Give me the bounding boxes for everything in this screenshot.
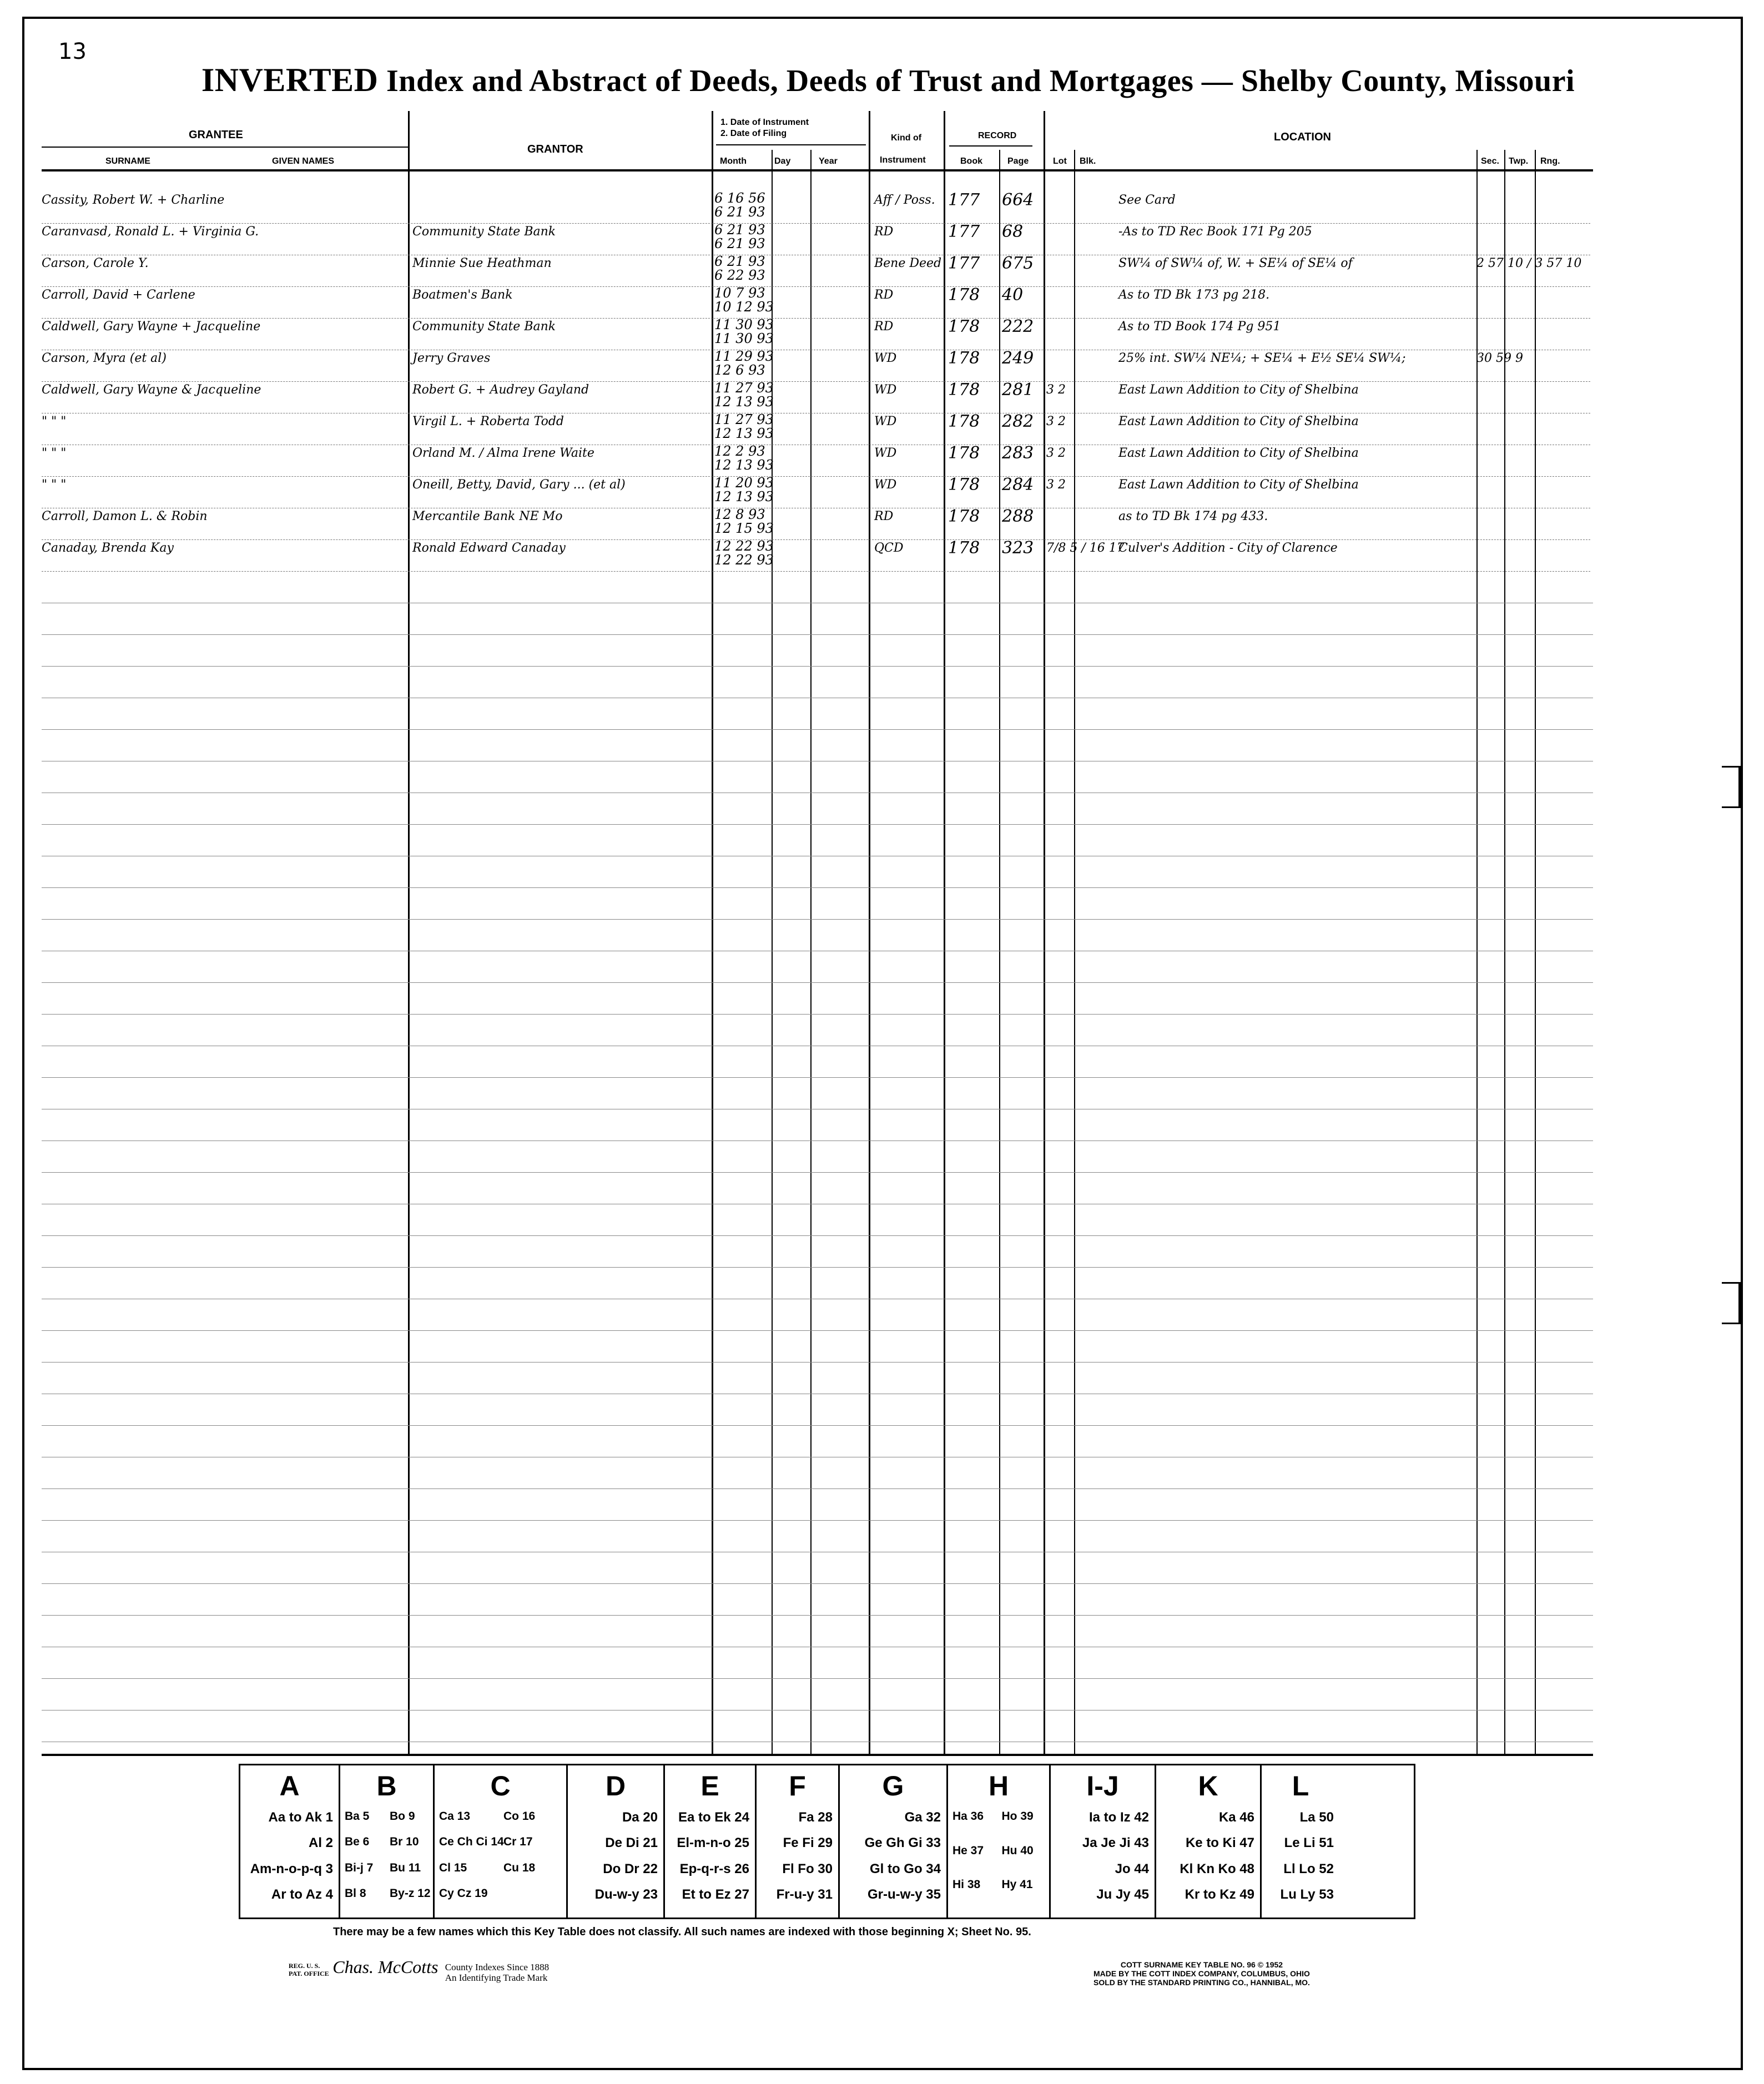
- grantee-name: Carroll, David + Carlene: [42, 288, 195, 302]
- location-description: SW¼ of SW¼ of, W. + SE¼ of SE¼ of: [1118, 256, 1353, 270]
- record-page: 68: [1002, 222, 1024, 241]
- date-of-filing: 12 13 93: [714, 457, 774, 473]
- key-entry: Ep-q-r-s 26: [679, 1861, 749, 1876]
- kind-of-instrument: WD: [874, 383, 897, 397]
- record-page: 249: [1002, 349, 1034, 368]
- date-of-filing: 12 22 93: [714, 552, 774, 568]
- date-of-instrument: 10 7 93: [714, 285, 765, 301]
- header-kind-line1: Kind of: [891, 133, 922, 143]
- ruled-line: [42, 919, 1593, 920]
- key-letter: B: [376, 1770, 397, 1802]
- index-tab-mark: [1722, 766, 1742, 808]
- key-column: [665, 1765, 757, 1918]
- lot-block: 3 2: [1046, 446, 1066, 460]
- grantee-name: " " ": [42, 415, 67, 428]
- key-entry: Ju Jy 45: [1096, 1886, 1149, 1902]
- location-description: East Lawn Addition to City of Shelbina: [1118, 415, 1359, 428]
- grantor-name: Community State Bank: [412, 320, 556, 334]
- grantee-name: Caldwell, Gary Wayne + Jacqueline: [42, 320, 261, 334]
- ruled-line: [42, 1330, 1593, 1331]
- table-row: [42, 223, 1590, 255]
- header-lot: Lot: [1053, 157, 1067, 166]
- record-page: 288: [1002, 507, 1034, 526]
- table-row: [42, 381, 1590, 413]
- key-letter: K: [1198, 1770, 1218, 1802]
- record-book: 178: [948, 538, 980, 558]
- key-entry: Bu 11: [390, 1861, 421, 1874]
- ruled-line: [42, 729, 1593, 730]
- kind-of-instrument: RD: [874, 288, 894, 302]
- header-date-line2: 2. Date of Filing: [720, 129, 787, 138]
- ruled-line: [42, 1520, 1593, 1521]
- kind-of-instrument: WD: [874, 415, 897, 428]
- ruled-line: [42, 982, 1593, 983]
- record-page: 283: [1002, 443, 1034, 463]
- table-row: [42, 476, 1590, 508]
- instrument-dates: [714, 476, 867, 504]
- record-book: 178: [948, 317, 980, 336]
- key-letter: A: [279, 1770, 300, 1802]
- ruled-line: [42, 666, 1593, 667]
- key-entry: Ll Lo 52: [1283, 1861, 1334, 1876]
- grantee-name: Caldwell, Gary Wayne & Jacqueline: [42, 383, 261, 397]
- record-book: 177: [948, 254, 980, 273]
- header-rng: Rng.: [1540, 157, 1560, 166]
- index-tab-mark: [1722, 1282, 1742, 1324]
- grantee-name: Canaday, Brenda Kay: [42, 541, 174, 555]
- key-entry: Br 10: [390, 1835, 419, 1849]
- key-entry: Ho 39: [1001, 1810, 1034, 1823]
- date-of-instrument: 12 2 93: [714, 443, 765, 459]
- grantor-name: Jerry Graves: [412, 351, 491, 365]
- location-description: Culver's Addition - City of Clarence: [1118, 541, 1338, 555]
- ruled-line: [42, 824, 1593, 825]
- record-book: 177: [948, 222, 980, 241]
- key-column: [757, 1765, 840, 1918]
- ruled-line: [42, 1425, 1593, 1426]
- rule-record: [949, 145, 1032, 147]
- date-of-instrument: 11 20 93: [714, 475, 774, 491]
- key-entry: Ka 46: [1218, 1810, 1254, 1825]
- key-entry: Ba 5: [345, 1810, 370, 1823]
- key-entry: Gl to Go 34: [869, 1861, 941, 1876]
- key-entry: Al 2: [308, 1835, 333, 1851]
- kind-of-instrument: WD: [874, 351, 897, 365]
- key-entry: Et to Ez 27: [682, 1886, 749, 1902]
- key-column: [240, 1765, 340, 1918]
- rule-table-bottom: [42, 1754, 1593, 1756]
- key-entry: Ke to Ki 47: [1185, 1835, 1254, 1851]
- key-entry: Co 16: [503, 1810, 536, 1823]
- lot-block: 7/8 5 / 16 17: [1046, 541, 1125, 555]
- key-entry: Da 20: [622, 1810, 658, 1825]
- key-entry: Hy 41: [1001, 1878, 1033, 1891]
- sec-twp-rng: 30 59 9: [1476, 351, 1523, 365]
- grantee-name: " " ": [42, 478, 67, 492]
- header-blk: Blk.: [1080, 157, 1096, 166]
- grantor-name: Mercantile Bank NE Mo: [412, 509, 563, 523]
- record-page: 40: [1002, 285, 1024, 305]
- header-grantor: GRANTOR: [527, 143, 583, 155]
- date-of-filing: 6 21 93: [714, 236, 765, 251]
- date-of-filing: 12 13 93: [714, 394, 774, 410]
- date-of-filing: 12 15 93: [714, 521, 774, 536]
- key-entry: Hu 40: [1001, 1844, 1034, 1857]
- surname-key-table: [239, 1764, 1415, 1919]
- footer-line2: An Identifying Trade Mark: [445, 1972, 548, 1983]
- key-letter: G: [882, 1770, 904, 1802]
- key-letter: H: [988, 1770, 1009, 1802]
- ruled-line: [42, 1488, 1593, 1489]
- key-entry: Cy Cz 19: [439, 1886, 488, 1900]
- key-entry: Fr-u-y 31: [776, 1886, 833, 1902]
- key-letter: F: [789, 1770, 806, 1802]
- record-book: 178: [948, 507, 980, 526]
- header-year: Year: [819, 157, 838, 166]
- header-month: Month: [720, 157, 747, 166]
- ruled-line: [42, 634, 1593, 635]
- grantee-name: Carroll, Damon L. & Robin: [42, 509, 208, 523]
- signature-logo: Chas. McCotts: [332, 1957, 439, 1977]
- key-entry: Ge Gh Gi 33: [864, 1835, 941, 1851]
- kind-of-instrument: RD: [874, 509, 894, 523]
- corner-mark: 13: [58, 39, 87, 64]
- key-entry: Fa 28: [798, 1810, 833, 1825]
- title-prefix: INVERTED: [201, 62, 379, 98]
- date-of-filing: 12 13 93: [714, 426, 774, 441]
- ruled-line: [42, 1583, 1593, 1584]
- key-entry: Hi 38: [952, 1878, 981, 1891]
- instrument-dates: [714, 445, 867, 472]
- record-page: 323: [1002, 538, 1034, 558]
- rule-header-bottom: [42, 169, 1593, 171]
- date-of-instrument: 11 27 93: [714, 412, 774, 427]
- key-entry: Ga 32: [904, 1810, 941, 1825]
- ruled-line: [42, 1235, 1593, 1236]
- table-row: [42, 539, 1590, 572]
- key-column: [435, 1765, 568, 1918]
- footer-line1: County Indexes Since 1888: [445, 1962, 550, 1972]
- record-book: 178: [948, 475, 980, 494]
- header-page: Page: [1007, 157, 1029, 166]
- instrument-dates: [714, 191, 867, 219]
- key-entry: Kr to Kz 49: [1185, 1886, 1254, 1902]
- ruled-line: [42, 1077, 1593, 1078]
- record-book: 178: [948, 380, 980, 400]
- date-of-filing: 10 12 93: [714, 299, 774, 315]
- key-letter: L: [1292, 1770, 1309, 1802]
- header-book: Book: [960, 157, 982, 166]
- instrument-dates: [714, 381, 867, 409]
- grantee-name: Caranvasd, Ronald L. + Virginia G.: [42, 225, 259, 239]
- date-of-instrument: 6 21 93: [714, 222, 765, 238]
- record-page: 664: [1002, 190, 1034, 210]
- header-twp: Twp.: [1509, 157, 1529, 166]
- instrument-dates: [714, 318, 867, 346]
- key-entry: Bi-j 7: [345, 1861, 374, 1874]
- key-letter: I-J: [1086, 1770, 1119, 1802]
- kind-of-instrument: RD: [874, 225, 894, 239]
- page-title: [167, 61, 1610, 99]
- date-of-filing: 6 22 93: [714, 268, 765, 283]
- key-entry: Gr-u-w-y 35: [867, 1886, 941, 1902]
- key-column: [948, 1765, 1051, 1918]
- date-of-instrument: 11 30 93: [714, 317, 774, 332]
- header-given-names: GIVEN NAMES: [272, 157, 335, 166]
- location-description: East Lawn Addition to City of Shelbina: [1118, 446, 1359, 460]
- grantor-name: Oneill, Betty, David, Gary ... (et al): [412, 478, 626, 492]
- grantor-name: Robert G. + Audrey Gayland: [412, 383, 589, 397]
- header-record: RECORD: [978, 131, 1017, 140]
- ruled-line: [42, 1267, 1593, 1268]
- location-description: 25% int. SW¼ NE¼; + SE¼ + E½ SE¼ SW¼;: [1118, 351, 1406, 365]
- key-entry: Am-n-o-p-q 3: [250, 1861, 333, 1876]
- rule-grantee: [42, 147, 408, 148]
- date-of-instrument: 12 8 93: [714, 507, 765, 522]
- record-book: 178: [948, 285, 980, 305]
- lot-block: 3 2: [1046, 415, 1066, 428]
- date-of-instrument: 11 29 93: [714, 349, 774, 364]
- grantee-name: Cassity, Robert W. + Charline: [42, 193, 225, 207]
- reg-pat-office: REG. U. S. PAT. OFFICE: [289, 1962, 329, 1977]
- date-of-instrument: 6 16 56: [714, 190, 765, 206]
- key-entry: Ja Je Ji 43: [1082, 1835, 1149, 1851]
- key-entry: Fl Fo 30: [782, 1861, 833, 1876]
- table-row: [42, 318, 1590, 350]
- publisher-line3: SOLD BY THE STANDARD PRINTING CO., HANNIBAL, MO.: [1093, 1978, 1310, 1987]
- kind-of-instrument: WD: [874, 478, 897, 492]
- record-page: 222: [1002, 317, 1034, 336]
- header-location: LOCATION: [1274, 131, 1331, 143]
- key-column: [1051, 1765, 1156, 1918]
- table-row: [42, 255, 1590, 287]
- key-entry: Le Li 51: [1284, 1835, 1334, 1851]
- publisher-line1: COTT SURNAME KEY TABLE NO. 96 © 1952: [1120, 1960, 1283, 1969]
- key-letter: E: [700, 1770, 719, 1802]
- date-of-filing: 12 13 93: [714, 489, 774, 504]
- ruled-line: [42, 1362, 1593, 1363]
- key-entry: Kl Kn Ko 48: [1180, 1861, 1254, 1876]
- rule-dates: [716, 144, 866, 145]
- kind-of-instrument: QCD: [874, 541, 904, 555]
- header-kind-line2: Instrument: [880, 155, 926, 165]
- record-book: 178: [948, 412, 980, 431]
- key-entry: El-m-n-o 25: [677, 1835, 749, 1851]
- publisher-line2: MADE BY THE COTT INDEX COMPANY, COLUMBUS, OHIO: [1093, 1969, 1310, 1978]
- grantee-name: Carson, Myra (et al): [42, 351, 167, 365]
- record-book: 177: [948, 190, 980, 210]
- kind-of-instrument: Aff / Poss.: [874, 193, 935, 207]
- location-description: East Lawn Addition to City of Shelbina: [1118, 478, 1359, 492]
- key-entry: Bl 8: [345, 1886, 366, 1900]
- key-column: [1262, 1765, 1339, 1918]
- key-letter: C: [490, 1770, 511, 1802]
- record-page: 282: [1002, 412, 1034, 431]
- sec-twp-rng: 2 57 10 / 3 57 10: [1476, 256, 1582, 270]
- footer-publisher: [1093, 1960, 1310, 1987]
- key-column: [1156, 1765, 1262, 1918]
- key-entry: Ha 36: [952, 1810, 984, 1823]
- location-description: as to TD Bk 174 pg 433.: [1118, 509, 1268, 523]
- location-description: See Card: [1118, 193, 1176, 207]
- key-entry: La 50: [1299, 1810, 1334, 1825]
- key-entry: Ca 13: [439, 1810, 471, 1823]
- lot-block: 3 2: [1046, 383, 1066, 397]
- ruled-line: [42, 1615, 1593, 1616]
- location-description: As to TD Bk 173 pg 218.: [1118, 288, 1270, 302]
- table-row: [42, 413, 1590, 445]
- record-page: 675: [1002, 254, 1034, 273]
- grantee-name: Carson, Carole Y.: [42, 256, 149, 270]
- instrument-dates: [714, 255, 867, 282]
- table-row: [42, 191, 1590, 224]
- key-entry: Du-w-y 23: [594, 1886, 658, 1902]
- grantor-name: Orland M. / Alma Irene Waite: [412, 446, 594, 460]
- key-entry: Ce Ch Ci 14: [439, 1835, 504, 1849]
- record-book: 178: [948, 349, 980, 368]
- instrument-dates: [714, 508, 867, 536]
- key-entry: Aa to Ak 1: [268, 1810, 333, 1825]
- instrument-dates: [714, 539, 867, 567]
- date-of-filing: 11 30 93: [714, 331, 774, 346]
- key-entry: Cl 15: [439, 1861, 467, 1874]
- grantor-name: Boatmen's Bank: [412, 288, 513, 302]
- table-row: [42, 508, 1590, 540]
- kind-of-instrument: WD: [874, 446, 897, 460]
- key-entry: Ea to Ek 24: [678, 1810, 749, 1825]
- key-column: [568, 1765, 665, 1918]
- date-of-instrument: 11 27 93: [714, 380, 774, 396]
- instrument-dates: [714, 350, 867, 377]
- ruled-line: [42, 887, 1593, 888]
- header-date-line1: 1. Date of Instrument: [720, 118, 809, 127]
- instrument-dates: [714, 413, 867, 441]
- title-rest: Index and Abstract of Deeds, Deeds of Trust and Mortgages — Shelby County, Missouri: [386, 64, 1575, 98]
- key-entry: Be 6: [345, 1835, 370, 1849]
- grantor-name: Virgil L. + Roberta Todd: [412, 415, 564, 428]
- kind-of-instrument: Bene Deed: [874, 256, 942, 270]
- date-of-instrument: 6 21 93: [714, 254, 765, 269]
- key-entry: Bo 9: [390, 1810, 415, 1823]
- location-description: East Lawn Addition to City of Shelbina: [1118, 383, 1359, 397]
- key-note: There may be a few names which this Key Table does not classify. All such names are indexed with those beginning X; Sheet No. 95.: [333, 1926, 1031, 1938]
- key-entry: By-z 12: [390, 1886, 431, 1900]
- instrument-dates: [714, 223, 867, 251]
- location-description: -As to TD Rec Book 171 Pg 205: [1118, 225, 1312, 239]
- key-entry: Do Dr 22: [603, 1861, 658, 1876]
- instrument-dates: [714, 286, 867, 314]
- record-page: 281: [1002, 380, 1034, 400]
- key-entry: Lu Ly 53: [1280, 1886, 1334, 1902]
- header-grantee: GRANTEE: [189, 129, 243, 141]
- date-of-filing: 12 6 93: [714, 362, 765, 378]
- grantor-name: Ronald Edward Canaday: [412, 541, 566, 555]
- key-column: [340, 1765, 435, 1918]
- grantee-name: " " ": [42, 446, 67, 460]
- ruled-line: [42, 1172, 1593, 1173]
- lot-block: 3 2: [1046, 478, 1066, 492]
- header-surname: SURNAME: [105, 157, 150, 166]
- table-row: [42, 350, 1590, 382]
- ruled-line: [42, 1014, 1593, 1015]
- key-entry: Cu 18: [503, 1861, 536, 1874]
- key-entry: Cr 17: [503, 1835, 533, 1849]
- key-entry: Fe Fi 29: [783, 1835, 833, 1851]
- date-of-filing: 6 21 93: [714, 204, 765, 220]
- table-row: [42, 445, 1590, 477]
- record-book: 178: [948, 443, 980, 463]
- header-sec: Sec.: [1481, 157, 1499, 166]
- header-day: Day: [774, 157, 791, 166]
- grantor-name: Community State Bank: [412, 225, 556, 239]
- date-of-instrument: 12 22 93: [714, 538, 774, 554]
- ruled-line: [42, 1678, 1593, 1679]
- key-letter: D: [605, 1770, 626, 1802]
- key-column: [840, 1765, 948, 1918]
- footer-trademark: [289, 1957, 550, 1983]
- table-row: [42, 286, 1590, 319]
- key-entry: He 37: [952, 1844, 984, 1857]
- grantor-name: Minnie Sue Heathman: [412, 256, 552, 270]
- record-page: 284: [1002, 475, 1034, 494]
- key-entry: Ar to Az 4: [271, 1886, 333, 1902]
- location-description: As to TD Book 174 Pg 951: [1118, 320, 1281, 334]
- key-entry: De Di 21: [605, 1835, 658, 1851]
- key-entry: Ia to Iz 42: [1088, 1810, 1149, 1825]
- kind-of-instrument: RD: [874, 320, 894, 334]
- key-entry: Jo 44: [1115, 1861, 1149, 1876]
